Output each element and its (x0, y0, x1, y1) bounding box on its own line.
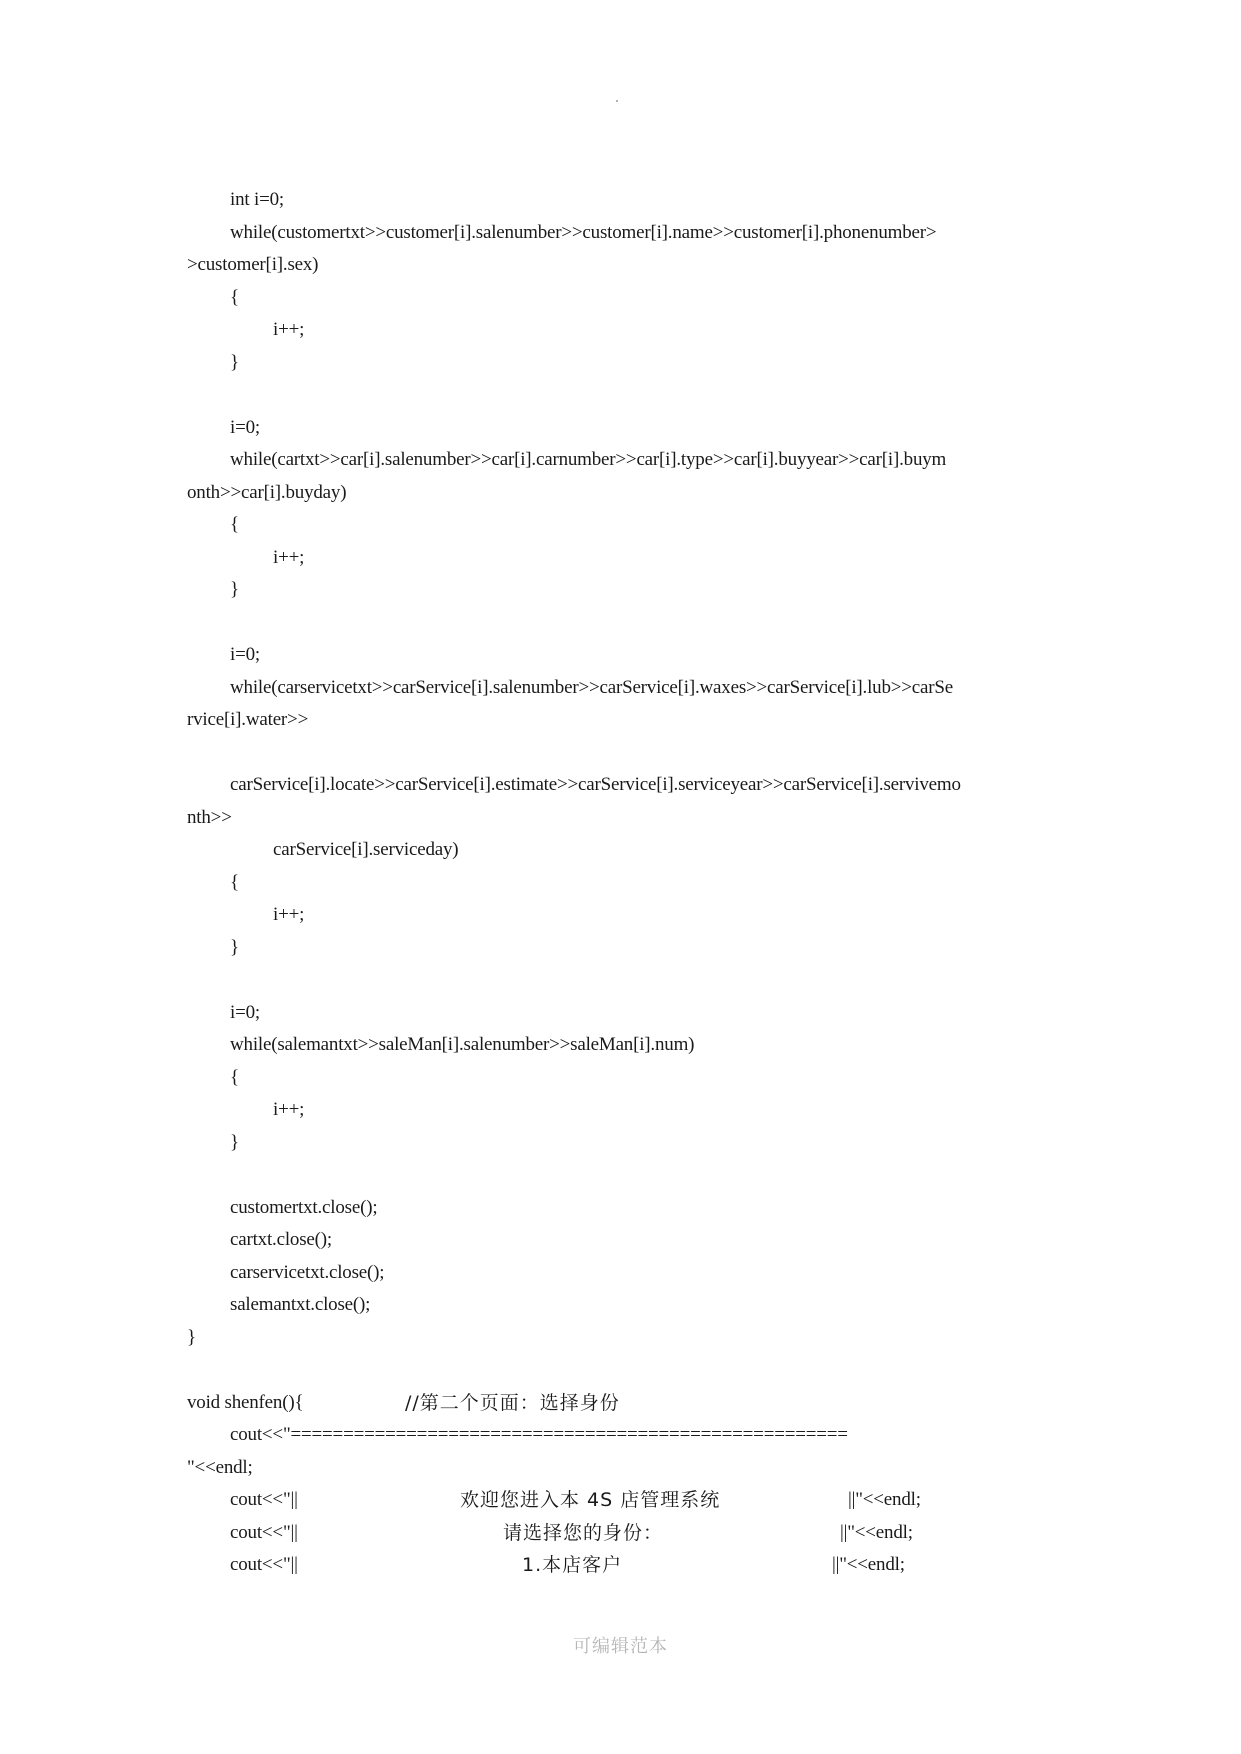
code-line: ||"<<endl; (840, 1522, 913, 1543)
code-line: while(customertxt>>customer[i].salenumber>>customer[i].name>>customer[i].phonenumber> (230, 222, 937, 243)
code-line: "<<endl; (187, 1457, 253, 1478)
code-line: i++; (273, 1099, 305, 1120)
code-line: { (230, 287, 239, 308)
header-dot (616, 100, 618, 102)
code-line: void shenfen(){ (187, 1392, 304, 1413)
code-line: ||"<<endl; (832, 1554, 905, 1575)
code-line: carservicetxt.close(); (230, 1262, 385, 1283)
code-line: cout<<"|| (230, 1522, 298, 1543)
code-line: cout<<"|| (230, 1489, 298, 1510)
code-line: cartxt.close(); (230, 1229, 332, 1250)
code-line: rvice[i].water>> (187, 709, 309, 730)
code-string: 请选择您的身份： (503, 1522, 664, 1544)
code-line: } (230, 352, 239, 373)
code-line: cout<<"===================================================== (230, 1424, 848, 1445)
code-line: } (230, 579, 239, 600)
code-line: i=0; (230, 417, 260, 438)
code-line: onth>>car[i].buyday) (187, 482, 347, 503)
code-comment: //第二个页面：选择身份 (405, 1392, 620, 1414)
code-line: i++; (273, 547, 305, 568)
code-line: while(carservicetxt>>carService[i].salenumber>>carService[i].waxes>>carService[i].lub>>carSe (230, 677, 953, 698)
code-line: carService[i].serviceday) (273, 839, 459, 860)
code-line: } (187, 1327, 196, 1348)
code-line: while(salemantxt>>saleMan[i].salenumber>>saleMan[i].num) (230, 1034, 695, 1055)
code-line: int i=0; (230, 189, 284, 210)
code-line: i=0; (230, 1002, 260, 1023)
code-line: salemantxt.close(); (230, 1294, 371, 1315)
code-line: customertxt.close(); (230, 1197, 378, 1218)
code-line: cout<<"|| (230, 1554, 298, 1575)
code-line: carService[i].locate>>carService[i].estimate>>carService[i].serviceyear>>carService[i].servivemo (230, 774, 961, 795)
code-line: >customer[i].sex) (187, 254, 319, 275)
code-line: while(cartxt>>car[i].salenumber>>car[i].carnumber>>car[i].type>>car[i].buyyear>>car[i].buym (230, 449, 947, 470)
code-line: ||"<<endl; (848, 1489, 921, 1510)
code-line: { (230, 1067, 239, 1088)
page-footer: 可编辑范本 (573, 1636, 668, 1657)
code-line: { (230, 872, 239, 893)
code-line: { (230, 514, 239, 535)
code-string: 1.本店客户 (522, 1554, 623, 1576)
code-line: } (230, 937, 239, 958)
code-line: nth>> (187, 807, 232, 828)
code-line: i++; (273, 904, 305, 925)
code-string: 欢迎您进入本 4S 店管理系统 (460, 1489, 721, 1511)
code-line: i=0; (230, 644, 260, 665)
code-line: } (230, 1132, 239, 1153)
code-line: i++; (273, 319, 305, 340)
